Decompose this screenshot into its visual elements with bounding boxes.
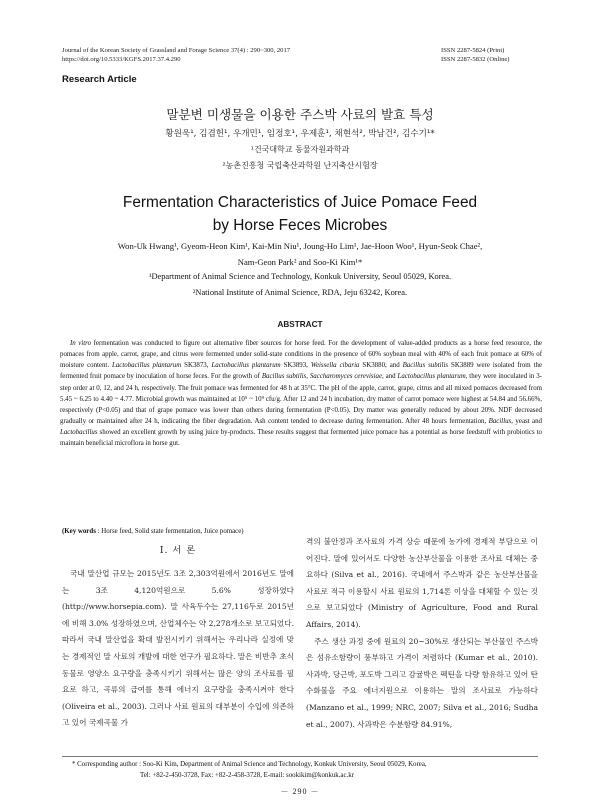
intro-paragraph-1: 국내 말산업 규모는 2015년도 3조 2,303억원에서 2016년도 말에는 3조 4,120억원으로 5.6% 성장하였다 (http://www.horsepia.com). 말 사육두수는 27,116두로 2015년에 비해 3.0% 성장하였으며, 산업체수는 약 2,278개소로 보고되었다. 따라서 국내 말산업을 확대 발전시키기 위해서는 우리나라 실정에 맞는 경제적인 말 사료의 개발에 대한 연구가 필요하다. 말은 비반추 초식동물로 영양소 요구량을 충족시키기 위해서는 많은 양의 조사료를 필요로 하고, 곡류의 급여를 통해 에너지 요구량을 충족시켜야 한다 (Oliveira et al., 2003). 그러나 사료 원료의 대부분이 수입에 의존하고 있어 국제곡물 가 bbox=[62, 569, 294, 728]
korean-affiliation-2: ²농촌진흥청 국립축산과학원 난지축산시험장 bbox=[222, 161, 378, 170]
page-number: － 290 － bbox=[280, 787, 320, 796]
issn-online: ISSN 2287-5832 (Online) bbox=[441, 56, 510, 63]
body-right-column bbox=[306, 534, 538, 733]
issn-print: ISSN 2287-5824 (Print) bbox=[441, 47, 505, 54]
footnote-line-1: * Corresponding author : Soo-Ki Kim, Department of Animal Science and Technology, Konkuk University, Seoul 05029, Korea, bbox=[72, 761, 427, 768]
intro-paragraph-continued: 격의 불안정과 조사료의 가격 상승 때문에 농가에 경제적 부담으로 이어진다. 말에 있어서도 다양한 농산부산물을 이용한 조사료 대체는 중요하다 (Silva et al., 2016). 국내에서 주스박과 같은 농산부산물을 사료로 적극 이용할시 사료 원료의 1,714톤 이상을 대체할 수 있는 것으로 보고되었다 (Ministry of Agriculture, Food and Rural Affairs, 2014). bbox=[306, 537, 538, 629]
english-authors-line-2: Nam-Geon Park² and Soo-Ki Kim¹* bbox=[237, 257, 363, 267]
korean-title: 말분변 미생물을 이용한 주스박 사료의 발효 특성 bbox=[166, 107, 434, 122]
english-title-line-2: by Horse Feces Microbes bbox=[212, 217, 388, 234]
section-heading-introduction: Ⅰ. 서 론 bbox=[159, 545, 197, 556]
keywords bbox=[62, 528, 244, 535]
corresponding-author-footnote bbox=[72, 759, 538, 781]
korean-affiliation-1: ¹건국대학교 동물자원과학과 bbox=[250, 145, 350, 154]
keywords-label: (Key words bbox=[62, 528, 96, 535]
abstract-body: In vitro fermentation was conducted to figure out alternative fiber sources for horse feed. For the development of value-added products as a horse feed resource, the pomaces from apple, carrot, grape, and citrus were fermented under solid-state conditions in the presence of 60% soybean meal with 40% of each fruit pomace at 60% of moisture content. Lactobacillus plantarum SK3873, Lactobacillus plantarum SK3893, Weissella cibaria SK3880, and Bacillus subtilis SK3889 were isolated from the fermented fruit pomace by inoculation of horse feces. For the growth of Bacillus subtilis, Saccharomyces cerevisiae, and Lactobacillus plantarum, they were inoculated in 3-step order at 0, 12, and 24 h, respectively. The fruit pomace was fermented for 48 h at 35°C. The pH of the apple, carrot, grape, citrus and all mixed pomaces decreased from 5.45 ~ 6.25 to 4.40 ~ 4.77. Microbial growth was maintained at 10⁵ ~ 10⁹ cfu/g. After 12 and 24 h incubation, dry matter of carrot pomace were highest at 54.84 and 56.66%, respectively (P<0.05) and that of grape pomace was lower than others during fermentation (P<0.05). Dry matter was generally reduced by about 20%. NDF decreased gradually or maintained after 24 h, indicating the fiber degradation. Ash content tended to decrease during fermentation. After 48 hours fermentation, Bacillus, yeast and Lactobacillus showed an excellent growth by using juice by-products. These results suggest that fermented juice pomace has a potential as horse feedstuff with probiotics to maintain beneficial microflora in horse gut. bbox=[60, 340, 543, 448]
body-left-column bbox=[62, 566, 294, 732]
footnote-divider bbox=[62, 756, 538, 757]
doi-link[interactable]: https://doi.org/10.5333/KGFS.2017.37.4.290 bbox=[62, 56, 181, 63]
abstract-heading: ABSTRACT bbox=[277, 320, 323, 329]
korean-authors: 황원욱¹, 김겸헌¹, 우개민¹, 임정호¹, 우제훈¹, 채현석², 박남건², 김수기¹* bbox=[165, 129, 435, 139]
journal-citation: Journal of the Korean Society of Grassland and Forage Science 37(4) : 290~300, 2017 bbox=[62, 47, 291, 54]
abstract-in-vitro: In vitro bbox=[70, 340, 92, 347]
footnote-line-2[interactable]: Tel: +82-2-450-3728, Fax: +82-2-458-3728, E-mail: sookikim@konkuk.ac.kr bbox=[140, 772, 355, 779]
english-affiliation-1: ¹Department of Animal Science and Technology, Konkuk University, Seoul 05029, Korea. bbox=[148, 272, 452, 281]
keywords-text: : Horse feed, Solid state fermentation, Juice pomace) bbox=[95, 528, 244, 535]
english-affiliation-2: ²National Institute of Animal Science, RDA, Jeju 63242, Korea. bbox=[192, 288, 408, 297]
intro-paragraph-2: 주스 생산 과정 중에 원료의 20~30%로 생산되는 부산물인 주스박은 섬유소함량이 풍부하고 가격이 저렴하다 (Kumar et al., 2010). 사과박, 당근박, 포도박 그리고 감귤박은 펙틴을 다량 함유하고 있어 탄수화물을 주요 에너지원으로 이용하는 말의 조사료로 가능하다 (Manzano et al., 1999; NRC, 2007; Silva et al., 2016; Sudha et al., 2007). 사과박은 수분함량 84.91%, bbox=[306, 636, 538, 729]
english-title-line-1: Fermentation Characteristics of Juice Pomace Feed bbox=[122, 194, 478, 211]
article-type: Research Article bbox=[62, 74, 137, 85]
english-authors-line-1: Won-Uk Hwang¹, Gyeom-Heon Kim¹, Kai-Min Niu¹, Joung-Ho Lim¹, Jae-Hoon Woo¹, Hyun-Seok Chae², bbox=[117, 241, 483, 251]
